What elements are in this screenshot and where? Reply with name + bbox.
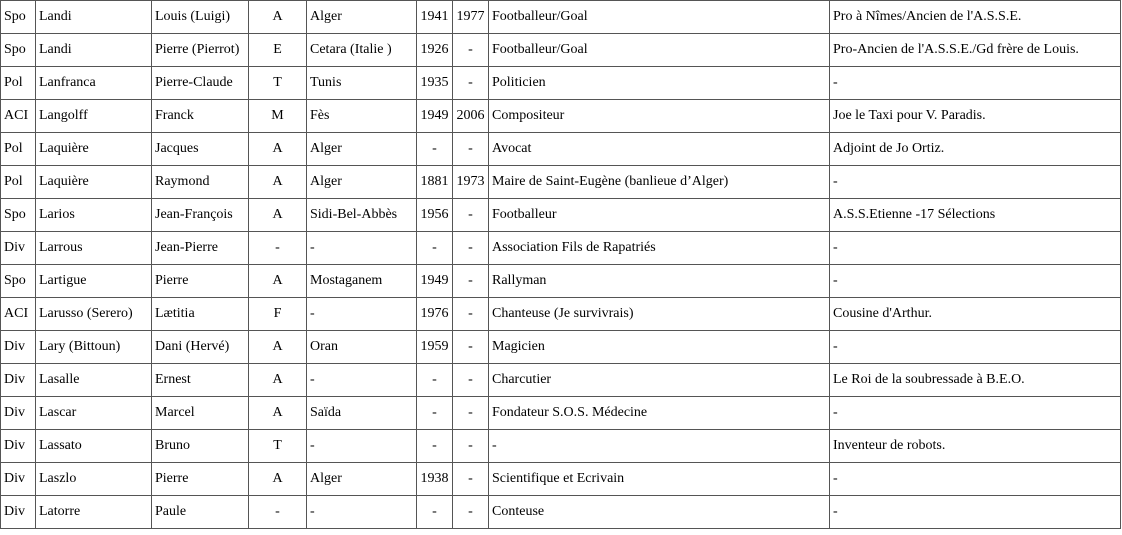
category-cell: Pol: [1, 67, 36, 100]
note-cell: Cousine d'Arthur.: [830, 298, 1121, 331]
firstname-cell: Lætitia: [152, 298, 249, 331]
birth-year-cell: -: [417, 496, 453, 529]
note-cell: -: [830, 232, 1121, 265]
origin-code-cell: A: [249, 397, 307, 430]
profession-cell: Conteuse: [489, 496, 830, 529]
origin-code-cell: M: [249, 100, 307, 133]
table-row: [1, 298, 1121, 331]
birth-year-cell: 1949: [417, 265, 453, 298]
origin-code-cell: A: [249, 166, 307, 199]
firstname-cell: Louis (Luigi): [152, 1, 249, 34]
origin-code-cell: T: [249, 430, 307, 463]
category-cell: Spo: [1, 265, 36, 298]
table-row: [1, 199, 1121, 232]
birthplace-cell: Alger: [307, 463, 417, 496]
birth-year-cell: 1956: [417, 199, 453, 232]
note-cell: Pro-Ancien de l'A.S.S.E./Gd frère de Louis.: [830, 34, 1121, 67]
death-year-cell: -: [453, 133, 489, 166]
death-year-cell: -: [453, 199, 489, 232]
category-cell: Spo: [1, 199, 36, 232]
table-row: [1, 100, 1121, 133]
birth-year-cell: 1938: [417, 463, 453, 496]
profession-cell: Scientifique et Ecrivain: [489, 463, 830, 496]
profession-cell: Footballeur/Goal: [489, 1, 830, 34]
birth-year-cell: 1881: [417, 166, 453, 199]
birth-year-cell: 1926: [417, 34, 453, 67]
profession-cell: Footballeur: [489, 199, 830, 232]
origin-code-cell: F: [249, 298, 307, 331]
death-year-cell: -: [453, 463, 489, 496]
origin-code-cell: A: [249, 1, 307, 34]
note-cell: Joe le Taxi pour V. Paradis.: [830, 100, 1121, 133]
firstname-cell: Jean-François: [152, 199, 249, 232]
birth-year-cell: -: [417, 430, 453, 463]
surname-cell: Latorre: [36, 496, 152, 529]
firstname-cell: Pierre: [152, 265, 249, 298]
death-year-cell: -: [453, 331, 489, 364]
table-row: [1, 232, 1121, 265]
note-cell: -: [830, 265, 1121, 298]
death-year-cell: -: [453, 430, 489, 463]
category-cell: Spo: [1, 34, 36, 67]
profession-cell: Magicien: [489, 331, 830, 364]
profession-cell: Avocat: [489, 133, 830, 166]
birthplace-cell: Alger: [307, 133, 417, 166]
birthplace-cell: Tunis: [307, 67, 417, 100]
origin-code-cell: A: [249, 331, 307, 364]
birthplace-cell: Fès: [307, 100, 417, 133]
note-cell: -: [830, 67, 1121, 100]
firstname-cell: Pierre (Pierrot): [152, 34, 249, 67]
birthplace-cell: -: [307, 430, 417, 463]
birthplace-cell: -: [307, 496, 417, 529]
category-cell: Div: [1, 463, 36, 496]
table-row: [1, 1, 1121, 34]
category-cell: Pol: [1, 133, 36, 166]
category-cell: Div: [1, 331, 36, 364]
profession-cell: Compositeur: [489, 100, 830, 133]
profession-cell: Chanteuse (Je survivrais): [489, 298, 830, 331]
firstname-cell: Raymond: [152, 166, 249, 199]
surname-cell: Laszlo: [36, 463, 152, 496]
birthplace-cell: -: [307, 364, 417, 397]
firstname-cell: Bruno: [152, 430, 249, 463]
category-cell: Pol: [1, 166, 36, 199]
death-year-cell: 1977: [453, 1, 489, 34]
surname-cell: Langolff: [36, 100, 152, 133]
category-cell: Div: [1, 496, 36, 529]
note-cell: Inventeur de robots.: [830, 430, 1121, 463]
profession-cell: Footballeur/Goal: [489, 34, 830, 67]
table-body: [1, 1, 1121, 529]
note-cell: Le Roi de la soubressade à B.E.O.: [830, 364, 1121, 397]
birthplace-cell: Oran: [307, 331, 417, 364]
death-year-cell: -: [453, 34, 489, 67]
firstname-cell: Franck: [152, 100, 249, 133]
table-row: [1, 496, 1121, 529]
death-year-cell: -: [453, 265, 489, 298]
surname-cell: Lary (Bittoun): [36, 331, 152, 364]
firstname-cell: Pierre: [152, 463, 249, 496]
surname-cell: Landi: [36, 1, 152, 34]
firstname-cell: Jacques: [152, 133, 249, 166]
profession-cell: Charcutier: [489, 364, 830, 397]
birth-year-cell: 1949: [417, 100, 453, 133]
origin-code-cell: -: [249, 232, 307, 265]
table-row: [1, 67, 1121, 100]
birthplace-cell: Mostaganem: [307, 265, 417, 298]
origin-code-cell: A: [249, 265, 307, 298]
category-cell: Div: [1, 397, 36, 430]
death-year-cell: -: [453, 397, 489, 430]
surname-cell: Lassato: [36, 430, 152, 463]
table-row: [1, 265, 1121, 298]
category-cell: Div: [1, 364, 36, 397]
death-year-cell: 2006: [453, 100, 489, 133]
origin-code-cell: A: [249, 364, 307, 397]
table-row: [1, 463, 1121, 496]
death-year-cell: 1973: [453, 166, 489, 199]
category-cell: Div: [1, 430, 36, 463]
death-year-cell: -: [453, 67, 489, 100]
category-cell: Div: [1, 232, 36, 265]
origin-code-cell: T: [249, 67, 307, 100]
birth-year-cell: 1941: [417, 1, 453, 34]
birth-year-cell: -: [417, 364, 453, 397]
table-row: [1, 364, 1121, 397]
note-cell: -: [830, 331, 1121, 364]
birth-year-cell: 1959: [417, 331, 453, 364]
category-cell: ACI: [1, 298, 36, 331]
birthplace-cell: -: [307, 298, 417, 331]
firstname-cell: Pierre-Claude: [152, 67, 249, 100]
surname-cell: Lartigue: [36, 265, 152, 298]
table-row: [1, 331, 1121, 364]
firstname-cell: Marcel: [152, 397, 249, 430]
firstname-cell: Jean-Pierre: [152, 232, 249, 265]
profession-cell: Association Fils de Rapatriés: [489, 232, 830, 265]
origin-code-cell: A: [249, 463, 307, 496]
profession-cell: Fondateur S.O.S. Médecine: [489, 397, 830, 430]
surname-cell: Lanfranca: [36, 67, 152, 100]
table-row: [1, 166, 1121, 199]
profession-cell: Maire de Saint-Eugène (banlieue d’Alger): [489, 166, 830, 199]
death-year-cell: -: [453, 496, 489, 529]
note-cell: Pro à Nîmes/Ancien de l'A.S.S.E.: [830, 1, 1121, 34]
note-cell: Adjoint de Jo Ortiz.: [830, 133, 1121, 166]
birth-year-cell: 1935: [417, 67, 453, 100]
birth-year-cell: -: [417, 397, 453, 430]
firstname-cell: Dani (Hervé): [152, 331, 249, 364]
note-cell: A.S.S.Etienne -17 Sélections: [830, 199, 1121, 232]
surname-cell: Lascar: [36, 397, 152, 430]
surname-cell: Larrous: [36, 232, 152, 265]
surname-cell: Laquière: [36, 133, 152, 166]
profession-cell: Rallyman: [489, 265, 830, 298]
note-cell: -: [830, 463, 1121, 496]
table-row: [1, 133, 1121, 166]
table-row: [1, 34, 1121, 67]
category-cell: ACI: [1, 100, 36, 133]
firstname-cell: Ernest: [152, 364, 249, 397]
note-cell: -: [830, 496, 1121, 529]
surname-cell: Landi: [36, 34, 152, 67]
death-year-cell: -: [453, 232, 489, 265]
surname-cell: Larios: [36, 199, 152, 232]
surname-cell: Laquière: [36, 166, 152, 199]
surname-cell: Larusso (Serero): [36, 298, 152, 331]
birthplace-cell: Sidi-Bel-Abbès: [307, 199, 417, 232]
firstname-cell: Paule: [152, 496, 249, 529]
birthplace-cell: Cetara (Italie ): [307, 34, 417, 67]
note-cell: -: [830, 397, 1121, 430]
birthplace-cell: -: [307, 232, 417, 265]
death-year-cell: -: [453, 298, 489, 331]
category-cell: Spo: [1, 1, 36, 34]
profession-cell: Politicien: [489, 67, 830, 100]
origin-code-cell: -: [249, 496, 307, 529]
death-year-cell: -: [453, 364, 489, 397]
surname-cell: Lasalle: [36, 364, 152, 397]
origin-code-cell: E: [249, 34, 307, 67]
birthplace-cell: Alger: [307, 1, 417, 34]
birth-year-cell: -: [417, 133, 453, 166]
birth-year-cell: 1976: [417, 298, 453, 331]
birthplace-cell: Saïda: [307, 397, 417, 430]
table-row: [1, 430, 1121, 463]
birth-year-cell: -: [417, 232, 453, 265]
origin-code-cell: A: [249, 199, 307, 232]
note-cell: -: [830, 166, 1121, 199]
profession-cell: -: [489, 430, 830, 463]
birthplace-cell: Alger: [307, 166, 417, 199]
table-row: [1, 397, 1121, 430]
origin-code-cell: A: [249, 133, 307, 166]
